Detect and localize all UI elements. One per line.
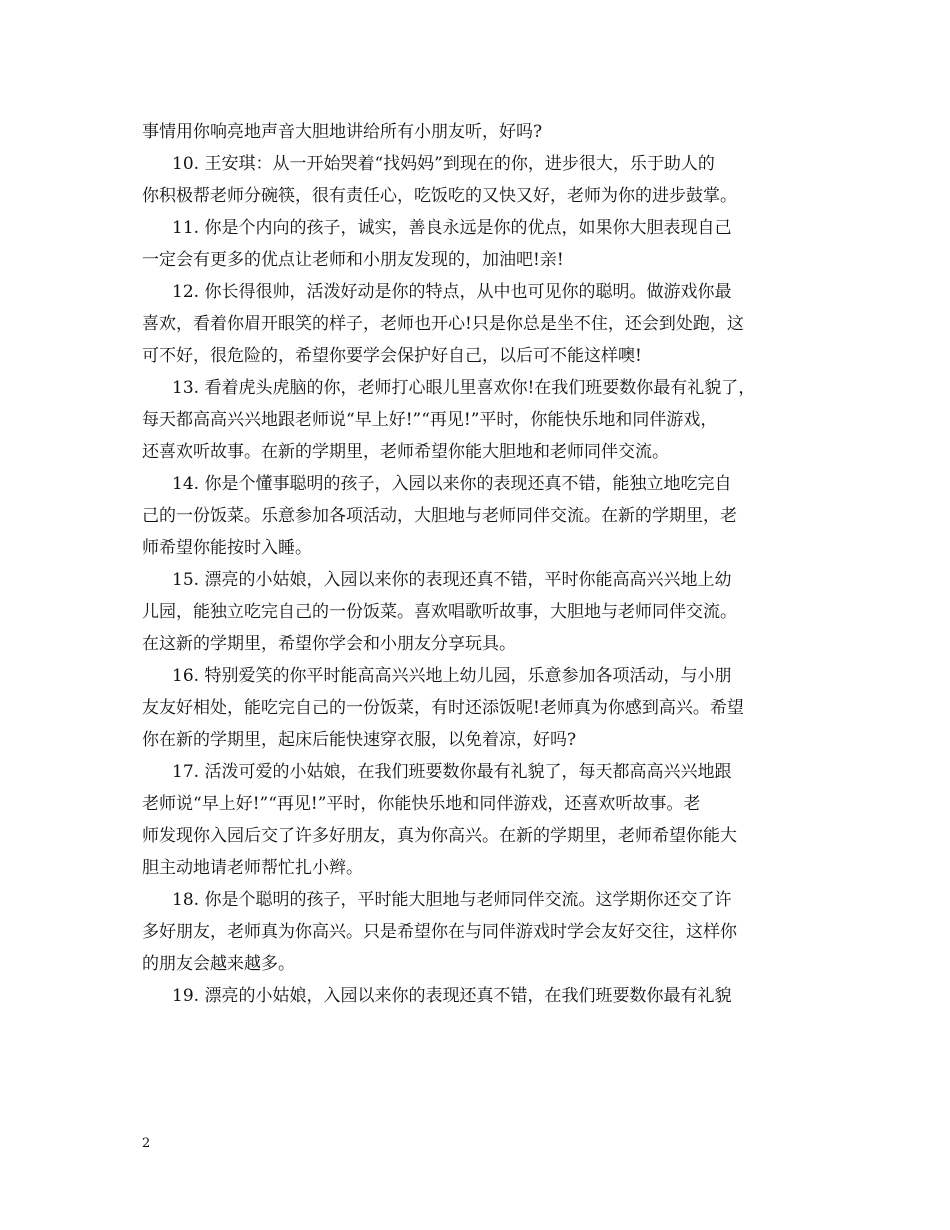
text-line: 可不好，很危险的，希望你要学会保护好自己，以后可不能这样噢! (142, 346, 642, 366)
text-line: 一定会有更多的优点让老师和小朋友发现的，加油吧!亲! (142, 250, 564, 270)
text-line: 师希望你能按时入睡。 (142, 538, 312, 558)
text-line: 胆主动地请老师帮忙扎小辫。 (142, 858, 363, 878)
text-line: 在这新的学期里，希望你学会和小朋友分享玩具。 (142, 634, 516, 654)
text-line: 儿园，能独立吃完自己的一份饭菜。喜欢唱歌听故事，大胆地与老师同伴交流。 (142, 602, 737, 622)
text-line: 多好朋友，老师真为你高兴。只是希望你在与同伴游戏时学会友好交往，这样你 (142, 922, 737, 942)
body-text (142, 116, 812, 1012)
text-line: 18. 你是个聪明的孩子，平时能大胆地与老师同伴交流。这学期你还交了许 (172, 890, 732, 910)
text-line: 的朋友会越来越多。 (142, 954, 295, 974)
text-line: 19. 漂亮的小姑娘，入园以来你的表现还真不错，在我们班要数你最有礼貌 (172, 986, 732, 1006)
text-line: 11. 你是个内向的孩子，诚实，善良永远是你的优点，如果你大胆表现自己 (172, 218, 732, 238)
text-line: 己的一份饭菜。乐意参加各项活动，大胆地与老师同伴交流。在新的学期里，老 (142, 506, 737, 526)
text-line: 你积极帮老师分碗筷，很有责任心，吃饭吃的又快又好，老师为你的进步鼓掌。 (142, 186, 737, 206)
text-line: 15. 漂亮的小姑娘，入园以来你的表现还真不错，平时你能高高兴兴地上幼 (172, 570, 732, 590)
text-line: 17. 活泼可爱的小姑娘，在我们班要数你最有礼貌了，每天都高高兴兴地跟 (172, 762, 732, 782)
text-line: 事情用你响亮地声音大胆地讲给所有小朋友听，好吗? (142, 122, 543, 142)
text-line: 还喜欢听故事。在新的学期里，老师希望你能大胆地和老师同伴交流。 (142, 442, 669, 462)
text-line: 16. 特别爱笑的你平时能高高兴兴地上幼儿园，乐意参加各项活动，与小朋 (172, 666, 732, 686)
text-line: 友友好相处，能吃完自己的一份饭菜，有时还添饭呢!老师真为你感到高兴。希望 (142, 698, 744, 718)
text-line: 12. 你长得很帅，活泼好动是你的特点，从中也可见你的聪明。做游戏你最 (172, 282, 732, 302)
text-line: 每天都高高兴兴地跟老师说“早上好!”“再见!”平时，你能快乐地和同伴游戏， (142, 410, 718, 430)
text-line: 你在新的学期里，起床后能快速穿衣服，以免着凉，好吗? (142, 730, 577, 750)
text-line: 喜欢，看着你眉开眼笑的样子，老师也开心!只是你总是坐不住，还会到处跑，这 (142, 314, 744, 334)
text-line: 老师说“早上好!”“再见!”平时，你能快乐地和同伴游戏，还喜欢听故事。老 (142, 794, 701, 814)
text-line: 14. 你是个懂事聪明的孩子，入园以来你的表现还真不错，能独立地吃完自 (172, 474, 732, 494)
page-number: 2 (142, 1136, 151, 1151)
text-line: 13. 看着虎头虎脑的你，老师打心眼儿里喜欢你!在我们班要数你最有礼貌了， (172, 378, 756, 398)
text-line: 师发现你入园后交了许多好朋友，真为你高兴。在新的学期里，老师希望你能大 (142, 826, 737, 846)
text-line: 10. 王安琪：从一开始哭着“找妈妈”到现在的你，进步很大，乐于助人的 (172, 154, 715, 174)
